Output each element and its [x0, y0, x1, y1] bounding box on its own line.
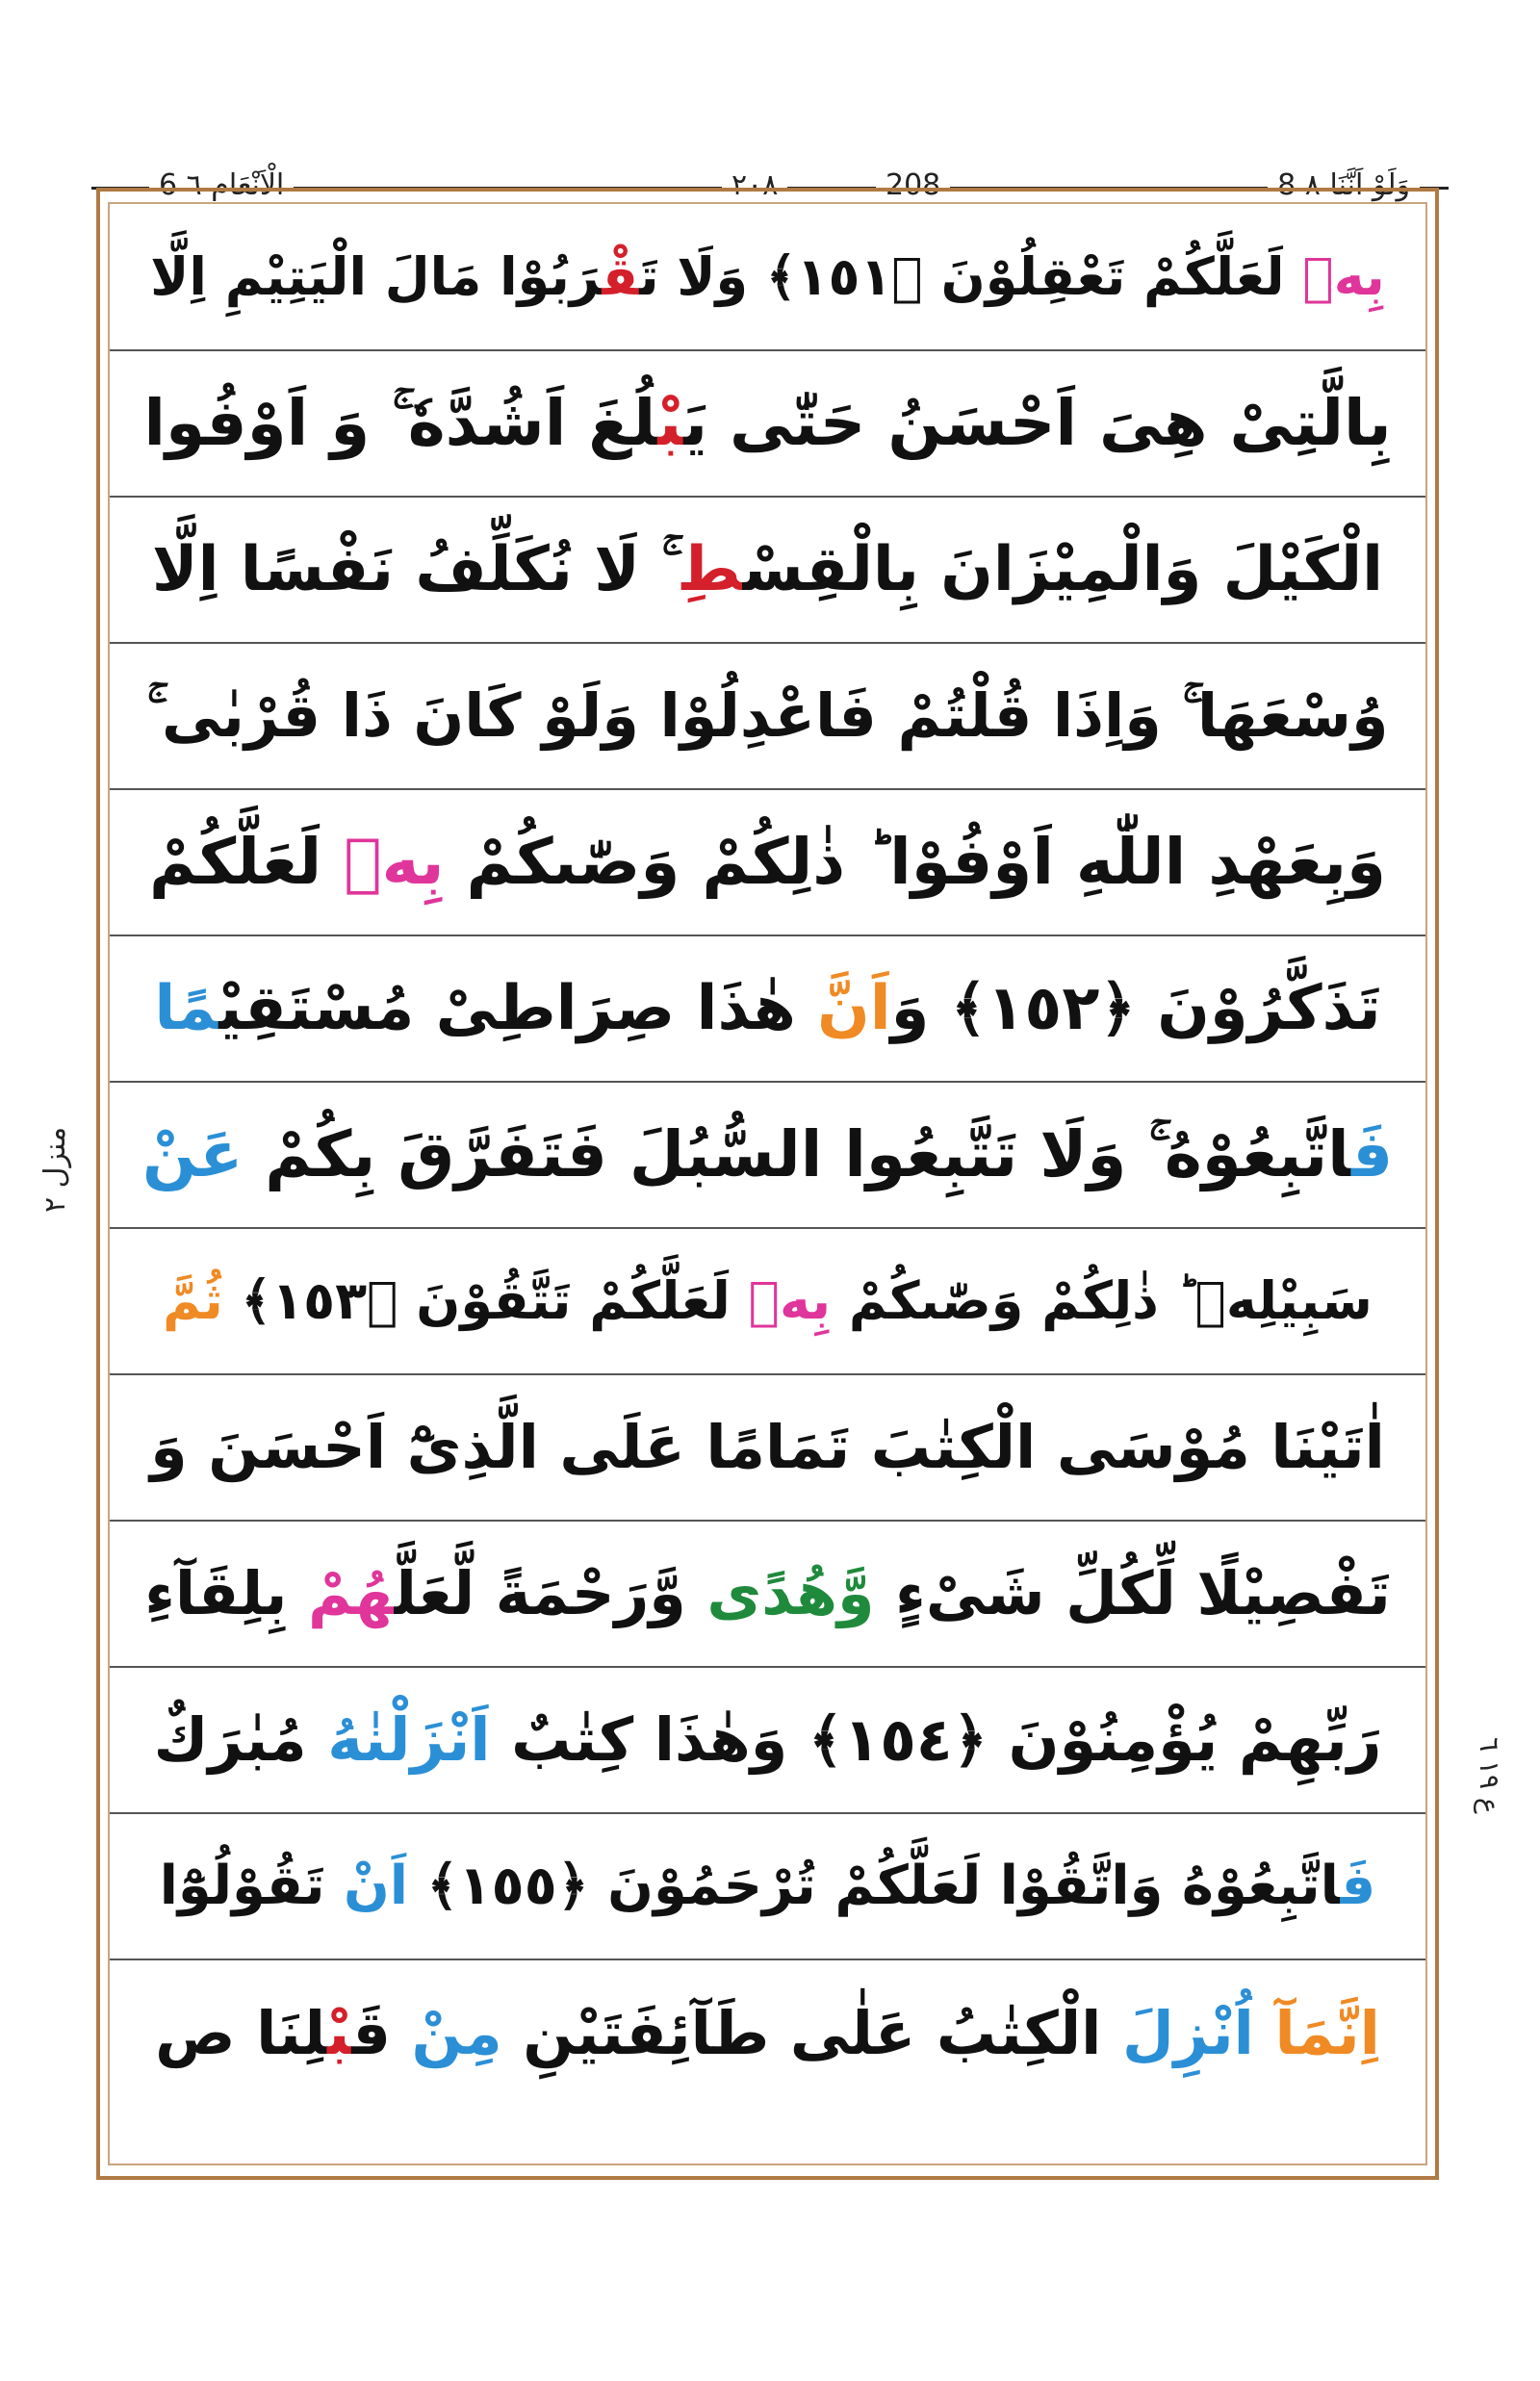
verse-segment: اتَّبِعُوْهُ ۚ وَلَا تَتَّبِعُوا السُّبُلَ فَتَفَرَّقَ بِكُمْ	[243, 1117, 1351, 1192]
juz-label: 8 وَلَوْ اَنَّنَا ٨	[1268, 162, 1420, 210]
verse-line	[110, 1960, 1425, 2107]
verse-segment: وَّهُدًى	[706, 1557, 875, 1628]
verse-segment: وُسْعَهَا ۚ وَاِذَا قُلْتُمْ فَاعْدِلُوْا وَلَوْ كَانَ ذَا قُرْبٰى ۚ	[146, 679, 1389, 751]
verse-segment: الْكَيْلَ وَالْمِيْزَانَ بِالْقِسْ	[742, 533, 1384, 605]
verse-segment: بْ	[657, 386, 684, 461]
verse-segment: اَنْزَلْنٰهُ	[327, 1703, 491, 1775]
verse-segment: لَعَلَّكُمْ تَعْقِلُوْنَ ﴿١٥١﴾ وَلَا تَ	[639, 245, 1303, 307]
verse-segment: لُغَ اَشُدَّهٗ ۚ وَ اَوْفُوا	[143, 386, 658, 461]
verse-lines	[110, 205, 1425, 2107]
page-number-arabic: ٢٠٨	[722, 162, 787, 210]
verse-line-text	[142, 1116, 1393, 1192]
verse-segment: لِنَا ص	[155, 1997, 328, 2068]
verse-segment: ثُمَّ	[163, 1269, 223, 1331]
verse-line-text	[150, 246, 1385, 309]
verse-line	[110, 1668, 1425, 1814]
verse-segment: بِلِقَآءِ	[144, 1557, 308, 1628]
verse-segment: اٰتَيْنَا مُوْسَى الْكِتٰبَ تَمَامًا عَلَى الَّذِىْٓ اَحْسَنَ وَ	[150, 1411, 1385, 1482]
verse-segment: اُنْزِلَ	[1121, 1997, 1254, 2068]
verse-line-text	[149, 824, 1386, 900]
verse-line-text	[144, 1558, 1391, 1629]
verse-line	[110, 790, 1425, 936]
verse-line-text	[160, 1854, 1376, 1918]
verse-segment: مِنْ	[411, 1997, 502, 2068]
verse-segment: اِنَّمَآ	[1274, 1997, 1380, 2068]
verse-segment: هُمْ	[308, 1557, 395, 1628]
verse-line	[110, 498, 1425, 644]
verse-segment: طِ	[677, 533, 743, 605]
verse-segment	[1254, 1998, 1275, 2068]
verse-line	[110, 936, 1425, 1083]
page-number: 208	[876, 162, 950, 210]
surah-label: 6 الْاَنْعَام ٦	[149, 162, 294, 210]
verse-segment: رَبُوْا مَالَ الْيَتِيْمِ اِلَّا	[150, 245, 603, 307]
verse-segment: الْكِتٰبُ عَلٰى طَآئِفَتَيْنِ	[501, 1997, 1122, 2068]
verse-line	[110, 644, 1425, 790]
ruku-marker: ع ١٩ ٦	[1474, 1737, 1505, 1814]
verse-segment: مًا	[154, 972, 219, 1044]
verse-segment: بِهٖ	[1302, 245, 1385, 307]
verse-line	[110, 1229, 1425, 1375]
verse-line-text	[150, 1412, 1385, 1483]
verse-segment: وَبِعَهْدِ اللّٰهِ اَوْفُوْا ؕ ذٰلِكُمْ وَصّٰىكُمْ	[444, 825, 1387, 900]
verse-segment: بْ	[327, 1997, 352, 2068]
verse-line-text	[163, 1270, 1373, 1333]
verse-line-text	[152, 533, 1383, 607]
verse-line-text	[154, 1704, 1382, 1776]
verse-segment: هٰذَا صِرَاطِىْ مُسْتَقِيْ	[218, 972, 818, 1044]
verse-line-text	[155, 1998, 1380, 2069]
verse-segment: بِالَّتِىْ هِىَ اَحْسَنُ حَتّٰى يَ	[683, 386, 1392, 461]
verse-segment: اَنَّ	[817, 972, 891, 1044]
verse-line	[110, 1522, 1425, 1668]
verse-line	[110, 1375, 1425, 1522]
verse-line-text	[146, 680, 1388, 752]
verse-segment: قْ	[602, 245, 640, 307]
verse-segment: رَبِّهِمْ يُؤْمِنُوْنَ ﴿١٥٤﴾ وَهٰذَا كِتٰبٌ	[490, 1703, 1382, 1775]
manzil-marker: منزل ٢	[38, 1126, 72, 1213]
verse-segment: بِهٖ	[748, 1269, 832, 1331]
verse-segment: لَعَلَّكُمْ	[148, 825, 345, 900]
verse-line	[110, 1083, 1425, 1229]
verse-line-text	[154, 972, 1380, 1046]
verse-segment: اَنْ	[343, 1855, 408, 1918]
verse-segment: عَنْ	[141, 1117, 244, 1192]
verse-segment: لَعَلَّكُمْ تَتَّقُوْنَ ﴿١٥٣﴾	[222, 1269, 749, 1331]
verse-segment: ۚ لَا نُكَلِّفُ نَفْسًا اِلَّا	[151, 533, 678, 605]
verse-line	[110, 1814, 1425, 1960]
verse-segment: وَّرَحْمَةً لَّعَلَّ	[394, 1557, 707, 1628]
verse-segment: تَقُوْلُوْٓا	[159, 1855, 344, 1918]
verse-segment: سَبِيْلِهٖ ؕ ذٰلِكُمْ وَصّٰىكُمْ	[831, 1269, 1373, 1331]
verse-segment: فَ	[1350, 1117, 1394, 1192]
verse-segment: فَ	[1340, 1855, 1376, 1918]
verse-line-text	[143, 385, 1391, 461]
verse-segment: تَذَكَّرُوْنَ ﴿١٥٢﴾ وَ	[890, 972, 1381, 1044]
verse-segment: تَفْصِيْلًا لِّكُلِّ شَىْءٍ	[874, 1557, 1391, 1628]
verse-segment: اتَّبِعُوْهُ وَاتَّقُوْا لَعَلَّكُمْ تُرْحَمُوْنَ ﴿١٥٥﴾	[407, 1855, 1341, 1918]
verse-line	[110, 351, 1425, 498]
verse-segment: مُبٰرَكٌ	[153, 1703, 328, 1775]
verse-segment: قَ	[351, 1997, 412, 2068]
verse-line	[110, 205, 1425, 351]
verse-segment: بِهٖ	[344, 825, 445, 900]
